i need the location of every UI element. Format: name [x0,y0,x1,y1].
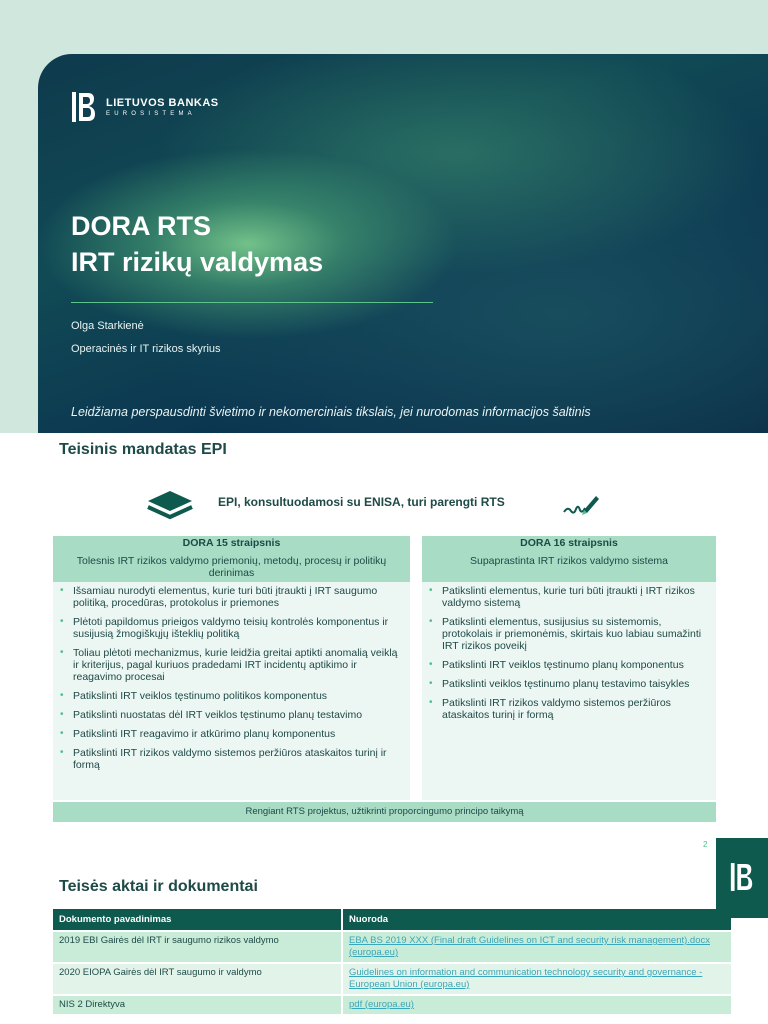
cover-title-line1: DORA RTS [71,211,211,241]
document-link[interactable]: EBA BS 2019 XXX (Final draft Guidelines on ICT and security risk management).docx (europa.eu) [349,935,710,958]
list-item: • Plėtoti papildomus prieigos valdymo teisių kontrolės komponentus ir susijusią žmogiškųjų išteklių politiką [59,616,402,640]
article-15-list-box [53,582,410,800]
cover-divider [71,302,433,303]
table-row [53,932,731,962]
document-name: NIS 2 Direktyva [53,996,343,1014]
list-item: • Patikslinti IRT reagavimo ir atkūrimo planų komponentus [59,728,402,740]
signature-pen-icon [562,490,600,518]
corner-logo [716,838,768,918]
cover-reprint-note: Leidžiama perspausdinti švietimo ir nekomerciniais tikslais, jei nurodomas informacijos šaltinis [71,405,591,419]
list-item: • Patikslinti elementus, kurie turi būti įtraukti į IRT rizikos valdymo sistemą [428,585,708,609]
article-16-list-box [422,582,716,800]
dora-article-15-column [53,536,410,800]
mandate-title: Teisinis mandatas EPI [59,441,227,458]
table-row [53,964,731,994]
cover-title [71,208,323,280]
bank-logo-icon [729,860,755,894]
cover-author: Olga Starkienė [71,320,144,332]
list-item: • Patikslinti IRT veiklos tęstinumo politikos komponentus [59,690,402,702]
table-row [53,996,731,1014]
document-link[interactable]: Guidelines on information and communication technology security and governance - European Union (europa.eu) [349,967,703,990]
list-item: • Patikslinti veiklos tęstinumo planų testavimo taisykles [428,678,708,690]
document-link-cell [343,996,731,1014]
list-item: • Patikslinti IRT veiklos tęstinumo planų komponentus [428,659,708,671]
article-15-title: DORA 15 straipsnis [182,537,281,549]
documents-table [53,907,731,1016]
document-name: 2019 EBI Gairės dėl IRT ir saugumo rizikos valdymo [53,932,343,962]
article-16-subtitle: Supaprastinta IRT rizikos valdymo sistema [469,555,669,567]
list-item: • Patikslinti IRT rizikos valdymo sistemos peržiūros ataskaitos turinį ir formą [59,747,402,771]
document-link-cell [343,932,731,962]
article-16-header [422,536,716,582]
column-header-link: Nuoroda [343,909,731,930]
cover-slide [38,54,768,433]
bank-subtitle: EUROSISTEMA [106,111,196,117]
article-15-subtitle: Tolesnis IRT rizikos valdymo priemonių, metodų, procesų ir politikų derinimas [76,555,387,579]
article-15-header [53,536,410,582]
cover-department: Operacinės ir IT rizikos skyrius [71,343,221,355]
bank-name: LIETUVOS BANKAS [106,97,219,109]
table-header-row [53,909,731,930]
bank-logo [70,90,219,124]
page-number: 2 [703,840,708,849]
list-item: • Išsamiau nurodyti elementus, kurie turi būti įtraukti į IRT saugumo politiką, procedūras, protokolus ir priemones [59,585,402,609]
article-16-list [428,585,708,721]
article-16-title: DORA 16 straipsnis [520,537,618,549]
dora-article-16-column [422,536,716,800]
bank-logo-icon [70,90,98,124]
list-item: • Patikslinti elementus, susijusius su sistemomis, protokolais ir priemonėmis, skirtais kuo labiau sumažinti IRT rizikos poveikį [428,616,708,652]
document-link[interactable]: pdf (europa.eu) [349,999,414,1010]
list-item: • Patikslinti IRT rizikos valdymo sistemos peržiūros ataskaitos turinį ir formą [428,697,708,721]
mandate-intro: EPI, konsultuodamosi su ENISA, turi parengti RTS [218,495,505,509]
layers-icon [146,489,194,521]
article-15-list [59,585,402,771]
list-item: • Toliau plėtoti mechanizmus, kurie leidžia greitai aptikti anomalią veiklą ir kriterijus, pagal kuriuos pradedami IRT incidentų aptikimo ir reagavimo procesai [59,647,402,683]
column-header-name: Dokumento pavadinimas [53,909,343,930]
documents-title: Teisės aktai ir dokumentai [59,878,258,895]
document-link-cell [343,964,731,994]
cover-title-line2: IRT rizikų valdymas [71,247,324,277]
list-item: • Patikslinti nuostatas dėl IRT veiklos tęstinumo planų testavimo [59,709,402,721]
proportionality-footer: Rengiant RTS projektus, užtikrinti proporcingumo principo taikymą [53,802,716,822]
document-name: 2020 EIOPA Gairės dėl IRT saugumo ir valdymo [53,964,343,994]
